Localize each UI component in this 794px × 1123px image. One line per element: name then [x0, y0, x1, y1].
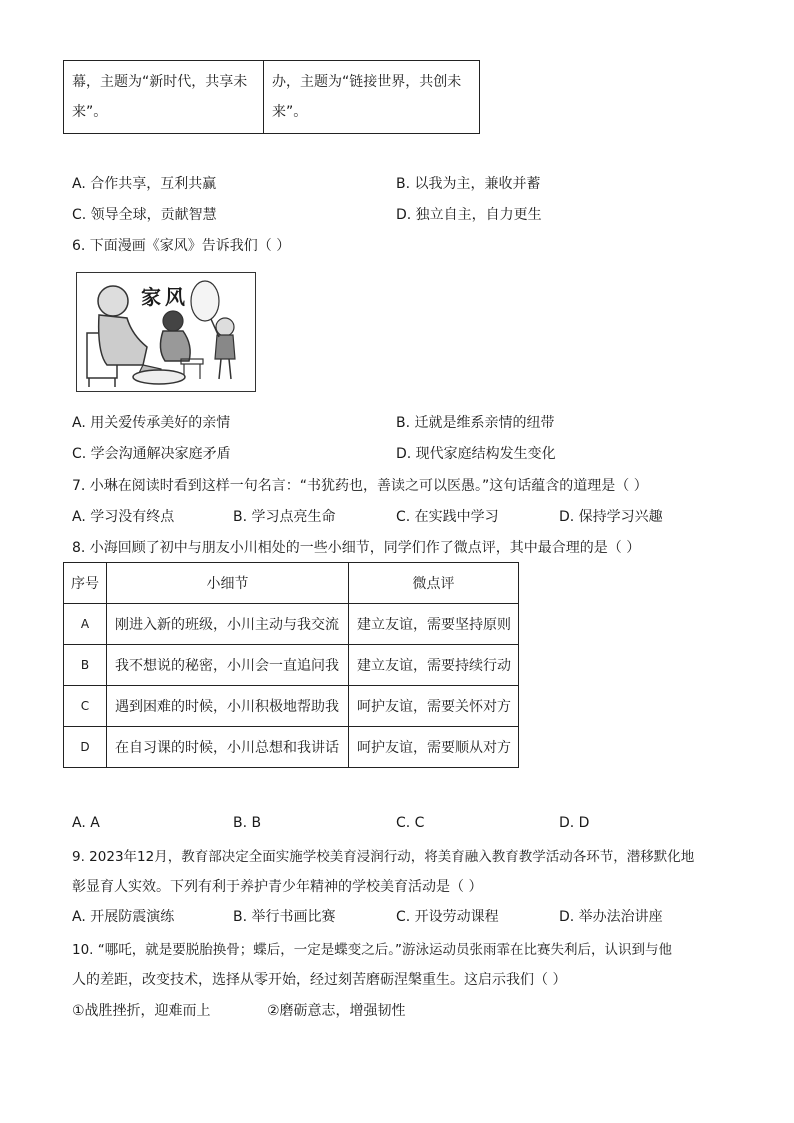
comment-cell: 建立友谊，需要坚持原则	[349, 604, 519, 645]
header-cell: 微点评	[349, 563, 519, 604]
row-label: C	[64, 686, 107, 727]
header-cell: 序号	[64, 563, 107, 604]
q8-option-a: A. A	[72, 815, 100, 831]
q9-stem-line2: 彰显育人实效。下列有利于养护青少年精神的学校美育活动是（ ）	[72, 879, 483, 895]
detail-cell: 在自习课的时候，小川总想和我讲话	[107, 727, 349, 768]
q9-option-c: C. 开设劳动课程	[396, 909, 499, 925]
q9-stem-line1: 9. 2023年12月，教育部决定全面实施学校美育浸润行动，将美育融入教育教学活动各环节，潜移默化地	[72, 849, 695, 865]
header-cell: 小细节	[107, 563, 349, 604]
detail-cell: 刚进入新的班级，小川主动与我交流	[107, 604, 349, 645]
comment-cell: 建立友谊，需要持续行动	[349, 645, 519, 686]
q6-option-c: C. 学会沟通解决家庭矛盾	[72, 446, 231, 462]
q6-option-d: D. 现代家庭结构发生变化	[396, 446, 556, 462]
cell-text-line: 来”。	[72, 104, 108, 120]
q5-option-a: A. 合作共享，互利共赢	[72, 176, 217, 192]
table-cell	[264, 61, 480, 134]
q5-option-c: C. 领导全球，贡献智慧	[72, 207, 217, 223]
q5-option-b: B. 以我为主，兼收并蓄	[396, 176, 541, 192]
table-header-row	[64, 563, 519, 604]
q8-stem: 8. 小海回顾了初中与朋友小川相处的一些小细节，同学们作了微点评，其中最合理的是（ ）	[72, 540, 641, 556]
q5-context-table	[63, 60, 480, 134]
table-row	[64, 645, 519, 686]
comment-cell: 呵护友谊，需要顺从对方	[349, 727, 519, 768]
q10-item-1: ①战胜挫折，迎难而上	[72, 1003, 211, 1019]
family-cartoon	[76, 272, 256, 392]
q6-stem: 6. 下面漫画《家风》告诉我们（ ）	[72, 238, 291, 254]
comment-cell: 呵护友谊，需要关怀对方	[349, 686, 519, 727]
row-label: D	[64, 727, 107, 768]
table-row	[64, 604, 519, 645]
q7-option-c: C. 在实践中学习	[396, 509, 499, 525]
q7-stem: 7. 小琳在阅读时看到这样一句名言：“书犹药也，善读之可以医愚。”这句话蕴含的道理是（ ）	[72, 478, 648, 494]
row-label: B	[64, 645, 107, 686]
table-row	[64, 61, 480, 134]
q8-option-d: D. D	[559, 815, 590, 831]
table-row	[64, 727, 519, 768]
q6-option-b: B. 迁就是维系亲情的纽带	[396, 415, 555, 431]
row-label: A	[64, 604, 107, 645]
q7-option-a: A. 学习没有终点	[72, 509, 175, 525]
table-cell	[64, 61, 264, 134]
q10-item-2: ②磨砺意志，增强韧性	[267, 1003, 406, 1019]
cell-text-line: 办，主题为“链接世界，共创未	[272, 74, 462, 90]
q7-option-d: D. 保持学习兴趣	[559, 509, 663, 525]
q6-option-a: A. 用关爱传承美好的亲情	[72, 415, 231, 431]
cartoon-title: 家风	[141, 285, 189, 309]
q5-option-d: D. 独立自主，自力更生	[396, 207, 542, 223]
detail-cell: 我不想说的秘密，小川会一直追问我	[107, 645, 349, 686]
q9-option-d: D. 举办法治讲座	[559, 909, 663, 925]
q8-option-b: B. B	[233, 815, 262, 831]
table-row	[64, 686, 519, 727]
detail-cell: 遇到困难的时候，小川积极地帮助我	[107, 686, 349, 727]
q8-table	[63, 562, 519, 768]
q10-stem-line2: 人的差距，改变技术，选择从零开始，经过刻苦磨砺涅槃重生。这启示我们（ ）	[72, 972, 567, 988]
cell-text-line: 来”。	[272, 104, 308, 120]
q7-option-b: B. 学习点亮生命	[233, 509, 336, 525]
q9-option-a: A. 开展防震演练	[72, 909, 175, 925]
cell-text-line: 幕，主题为“新时代，共享未	[72, 74, 248, 90]
q10-stem-line1: 10. “哪吒，就是要脱胎换骨；蝶后，一定是蝶变之后。”游泳运动员张雨霏在比赛失利后，认识到与他	[72, 942, 672, 958]
q9-option-b: B. 举行书画比赛	[233, 909, 336, 925]
q8-option-c: C. C	[396, 815, 425, 831]
